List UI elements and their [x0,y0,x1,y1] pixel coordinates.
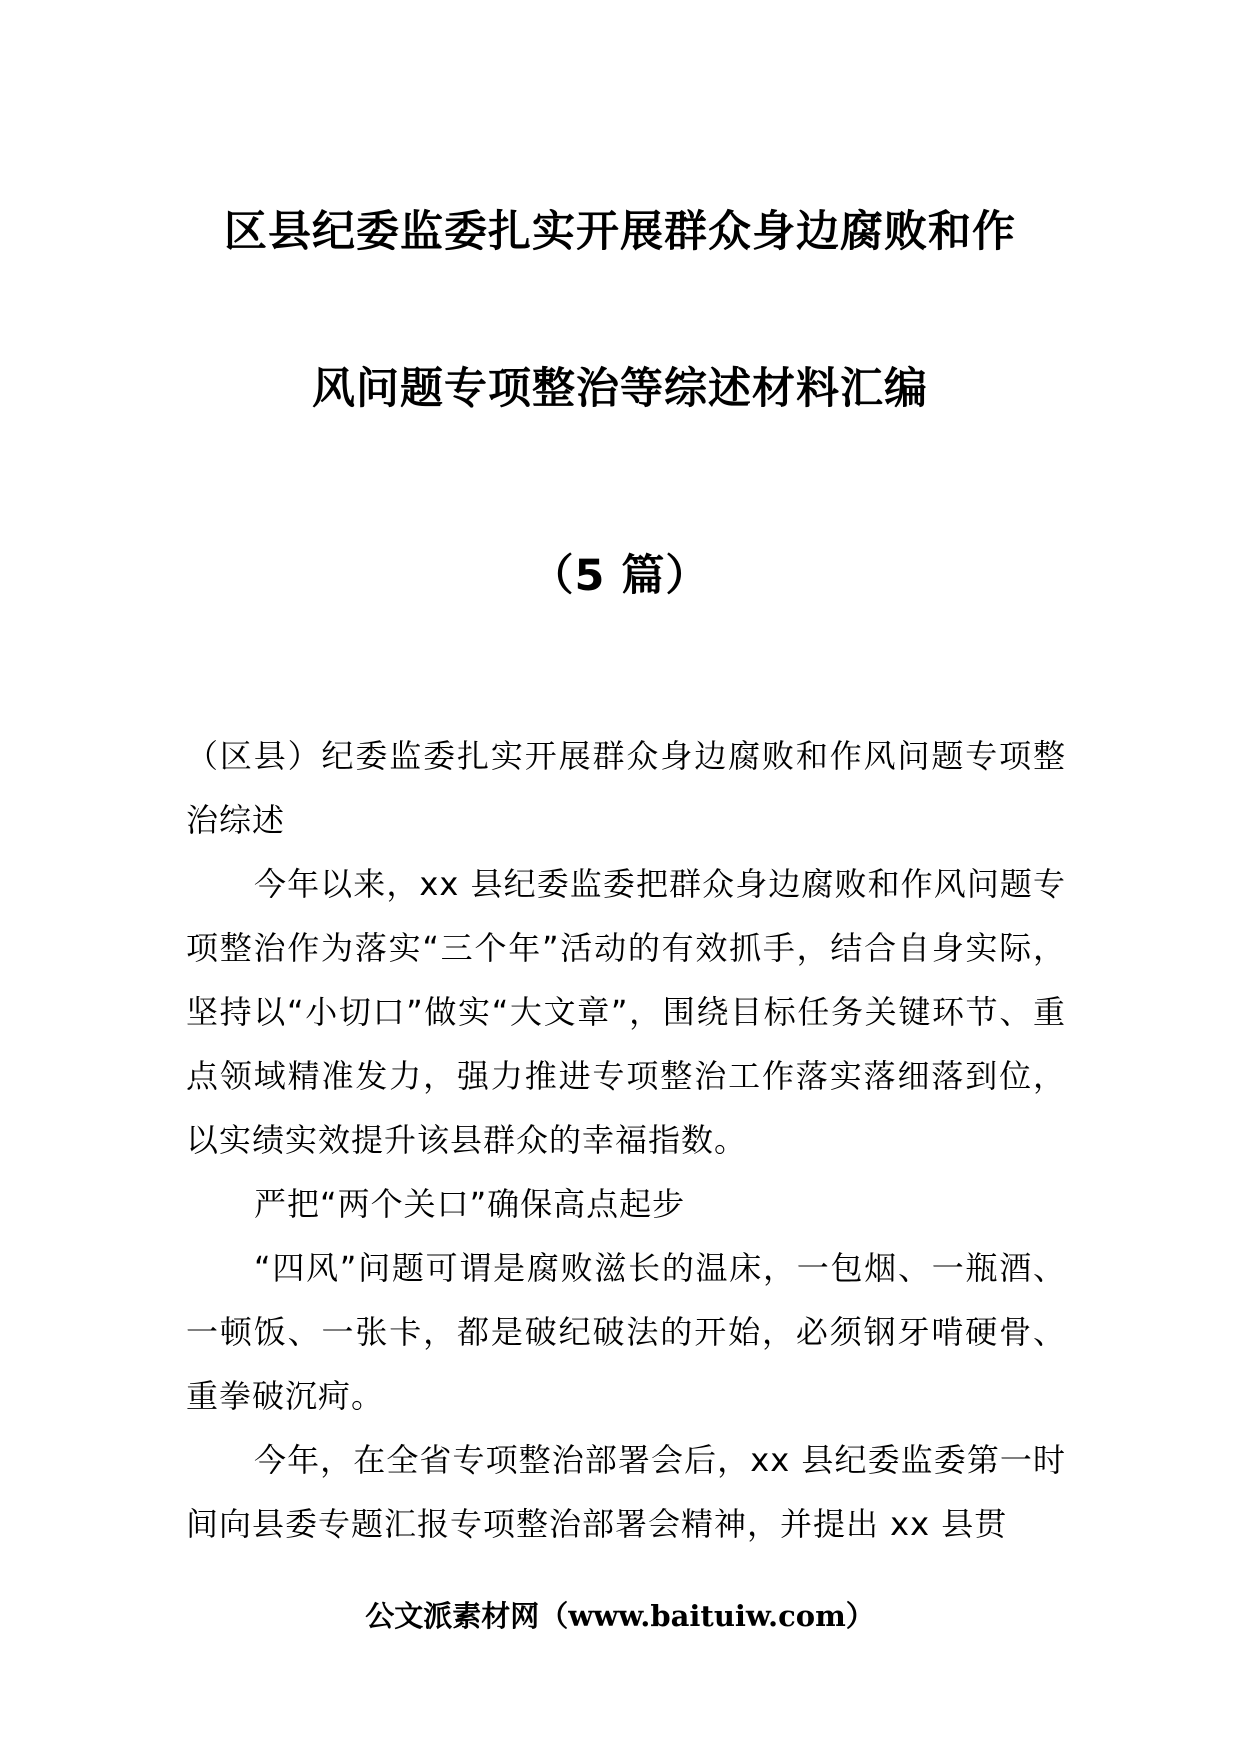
body-content [186,852,1066,1556]
footer-site-name: 公文派素材网 [365,1599,540,1633]
paragraph-subheading: 严把“两个关口”确保高点起步 [254,1185,686,1223]
document-title-line-1: 区县纪委监委扎实开展群众身边腐败和作 [224,207,1016,257]
footer-site-url: （www.baituiw.com） [539,1599,875,1633]
page-footer [0,1594,1240,1638]
document-title-line-2: 风问题专项整治等综述材料汇编 [312,364,928,414]
section-title-text: （区县）纪委监委扎实开展群众身边腐败和作风问题专项整治综述 [186,737,1066,839]
paragraph-intro: 今年以来，xx 县纪委监委把群众身边腐败和作风问题专项整治作为落实“三个年”活动的有效抓手，结合自身实际，坚持以“小切口”做实“大文章”，围绕目标任务关键环节、重点领域精准发力，强力推进专项整治工作落实落细落到位，以实绩实效提升该县群众的幸福指数。 [186,865,1066,1159]
paragraph-four-winds: “四风”问题可谓是腐败滋长的温床，一包烟、一瓶酒、一顿饭、一张卡，都是破纪破法的开始，必须钢牙啃硬骨、重拳破沉疴。 [186,1249,1066,1415]
document-count-subtitle: （5 篇） [530,551,710,601]
section-title [186,724,1066,852]
paragraph-this-year: 今年，在全省专项整治部署会后，xx 县纪委监委第一时间向县委专题汇报专项整治部署会精神，并提出 xx 县贯 [186,1441,1066,1543]
